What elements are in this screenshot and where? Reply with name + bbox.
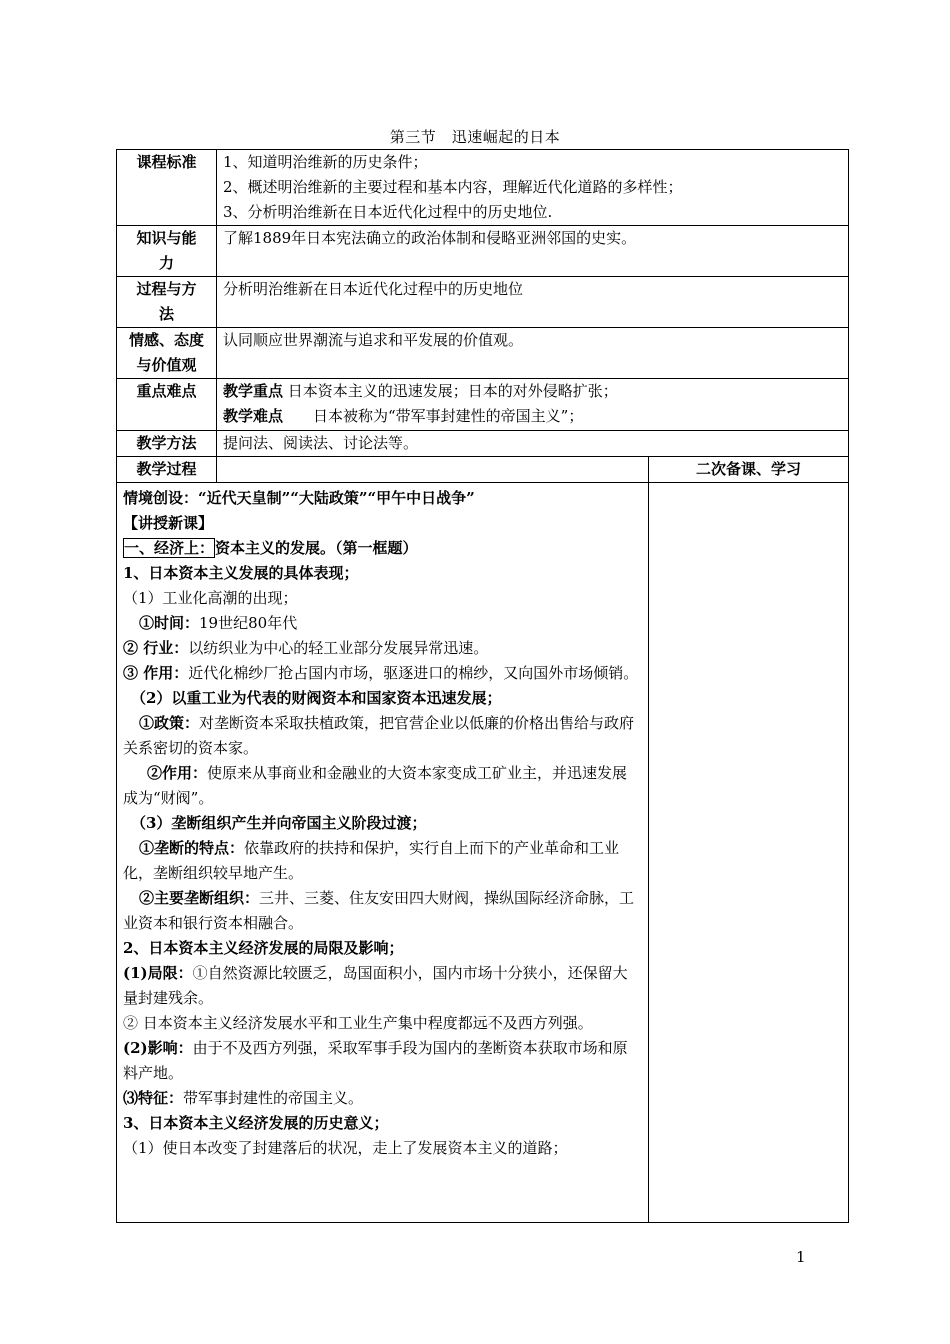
point-2-2-text: 由于不及西方列强，采取军事手段为国内的垄断资本获取市场和原料产地。 xyxy=(123,1039,628,1082)
new-lesson-heading: 【讲授新课】 xyxy=(123,514,214,532)
row-process-header xyxy=(117,457,849,483)
label-curriculum: 课程标准 xyxy=(117,150,217,226)
method-content: 提问法、阅读法、讨论法等。 xyxy=(217,431,849,457)
row-curriculum xyxy=(117,150,849,226)
row-knowledge xyxy=(117,226,849,277)
curriculum-content xyxy=(217,150,849,226)
key-points-content xyxy=(217,379,849,431)
point-1-3: （3）垄断组织产生并向帝国主义阶段过渡； xyxy=(131,814,427,832)
section-1-heading xyxy=(123,536,642,561)
point-1-2-b-text: 使原来从事商业和金融业的大资本家变成工矿业主，并迅速发展成为“财阀”。 xyxy=(123,764,628,807)
label-emotion-l2: 与价值观 xyxy=(136,356,197,374)
teaching-focus-text: 日本资本主义的迅速发展；日本的对外侵略扩张； xyxy=(283,382,618,400)
label-emotion-l1: 情感、态度 xyxy=(128,331,204,349)
point-1-1-c-label: ③ 作用： xyxy=(123,664,189,682)
point-1-1-a-label: ①时间： xyxy=(139,614,200,632)
point-1-1-b-label: ② 行业： xyxy=(123,639,189,657)
label-process-method xyxy=(117,277,217,328)
point-2-3-text: 带军事封建性的帝国主义。 xyxy=(183,1089,364,1107)
knowledge-content: 了解1889年日本宪法确立的政治体制和侵略亚洲邻国的史实。 xyxy=(217,226,849,277)
curriculum-line-2: 2、概述明治维新的主要过程和基本内容，理解近代化道路的多样性； xyxy=(223,178,683,196)
point-1-1-b xyxy=(123,636,642,661)
point-3-1: （1）使日本改变了封建落后的状况，走上了发展资本主义的道路； xyxy=(123,1139,568,1157)
point-1-3-a-text: 依靠政府的扶持和保护，实行自上而下的产业革命和工业化，垄断组织较早地产生。 xyxy=(123,839,620,882)
point-1-1-a-text: 19世纪80年代 xyxy=(199,614,298,632)
point-2-1-text: ①自然资源比较匮乏，岛国面积小，国内市场十分狭小，还保留大量封建残余。 xyxy=(123,964,628,1007)
teaching-difficulty-text: 日本被称为“带军事封建性的帝国主义”； xyxy=(283,407,584,425)
point-2-title: 2、日本资本主义经济发展的局限及影响； xyxy=(123,939,404,957)
point-1-1-b-text: 以纺织业为中心的轻工业部分发展异常迅速。 xyxy=(188,639,489,657)
label-process-l2: 法 xyxy=(158,305,174,323)
teaching-process-body xyxy=(117,483,649,1223)
point-1-3-a-label: ①垄断的特点： xyxy=(139,839,245,857)
label-method: 教学方法 xyxy=(117,431,217,457)
row-process-body xyxy=(117,483,849,1223)
row-key-points xyxy=(117,379,849,431)
section-1-rest: 资本主义的发展。（第一框题） xyxy=(215,539,418,557)
row-method xyxy=(117,431,849,457)
point-1-2-b-label: ②作用： xyxy=(147,764,208,782)
point-1-3-b-label: ②主要垄断组织： xyxy=(139,889,260,907)
point-1-1-c xyxy=(123,661,642,686)
page-number: 1 xyxy=(796,1248,806,1266)
teaching-difficulty xyxy=(223,404,842,429)
point-3-title: 3、日本资本主义经济发展的历史意义； xyxy=(123,1114,389,1132)
point-2-2-label: (2)影响： xyxy=(123,1039,193,1057)
section-1-boxed: 一、经济上： xyxy=(124,539,215,557)
second-prep-header: 二次备课、学习 xyxy=(649,457,849,483)
row-process-method xyxy=(117,277,849,328)
teaching-difficulty-label: 教学难点 xyxy=(223,407,284,425)
label-knowledge xyxy=(117,226,217,277)
point-2-2 xyxy=(123,1036,642,1086)
point-1-3-b xyxy=(123,886,642,936)
lesson-plan-table xyxy=(116,149,849,1223)
teaching-focus xyxy=(223,379,842,404)
point-1-title: 1、日本资本主义发展的具体表现； xyxy=(123,564,359,582)
point-1-1: （1）工业化高潮的出现； xyxy=(123,589,298,607)
scenario xyxy=(123,486,642,511)
point-1-2-a-label: ①政策： xyxy=(139,714,200,732)
point-1-2-a xyxy=(123,711,642,761)
point-1-2: （2）以重工业为代表的财阀资本和国家资本迅速发展； xyxy=(131,689,502,707)
label-key-points: 重点难点 xyxy=(117,379,217,431)
point-1-1-c-text: 近代化棉纱厂抢占国内市场，驱逐进口的棉纱，又向国外市场倾销。 xyxy=(188,664,639,682)
curriculum-line-1: 1、知道明治维新的历史条件； xyxy=(223,153,428,171)
scenario-label: 情境创设： xyxy=(123,489,199,507)
teaching-process-header-blank xyxy=(217,457,649,483)
point-1-2-a-text: 对垄断资本采取扶植政策，把官营企业以低廉的价格出售给与政府关系密切的资本家。 xyxy=(123,714,635,757)
process-content: 分析明治维新在日本近代化过程中的历史地位 xyxy=(217,277,849,328)
point-2-1-label: (1)局限： xyxy=(123,964,193,982)
point-2-3-label: ⑶特征： xyxy=(123,1089,184,1107)
point-1-3-b-text: 三井、三菱、住友安田四大财阀，操纵国际经济命脉，工业资本和银行资本相融合。 xyxy=(123,889,635,932)
point-2-1 xyxy=(123,961,642,1011)
scenario-text: “近代天皇制”“大陆政策”“甲午中日战争” xyxy=(198,489,475,507)
row-emotion xyxy=(117,328,849,379)
document-title: 第三节 迅速崛起的日本 xyxy=(389,128,561,146)
point-2-1-b: ② 日本资本主义经济发展水平和工业生产集中程度都远不及西方列强。 xyxy=(123,1014,593,1032)
second-prep-column xyxy=(649,483,849,1223)
label-knowledge-l1: 知识与能 xyxy=(136,229,197,247)
point-1-1-a xyxy=(123,611,642,636)
label-emotion xyxy=(117,328,217,379)
point-1-3-a xyxy=(123,836,642,886)
label-knowledge-l2: 力 xyxy=(158,254,174,272)
emotion-content: 认同顺应世界潮流与追求和平发展的价值观。 xyxy=(217,328,849,379)
label-process-l1: 过程与方 xyxy=(136,280,197,298)
point-1-2-b xyxy=(123,761,642,811)
point-2-3 xyxy=(123,1086,642,1111)
curriculum-line-3: 3、分析明治维新在日本近代化过程中的历史地位. xyxy=(223,203,553,221)
label-teaching-process: 教学过程 xyxy=(117,457,217,483)
teaching-focus-label: 教学重点 xyxy=(223,382,284,400)
